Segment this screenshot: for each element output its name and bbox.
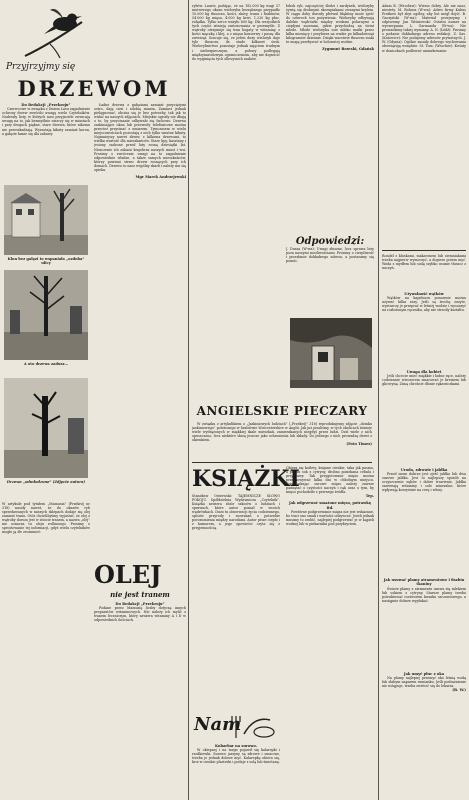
odpowiedzi-body: J. Dusza (W-wa): Uwagi słuszne, lecz sprawa leży poza naszymi możliwościami. Prosimy o cierpliwość i przesłanie dokładnego adresu, a postaramy się pomóc. (286, 247, 374, 264)
whale-article (192, 4, 280, 372)
pieczary-heading: ANGIELSKIE PIECZARY (196, 404, 368, 418)
drzewom-kicker: Do Redakcji „Przekroju” (21, 103, 71, 107)
drzewom-small-heading: Przyjrzyjmy się (6, 62, 76, 72)
drzewom-signature: Mgr Marek Andrzejewski (135, 174, 186, 179)
drzewom-body (94, 103, 186, 483)
ksiazki-signature: Tep. (365, 494, 374, 499)
olej-body2: Podane przez Mamusię liczby dotyczą innych preparatów witaminowych. Nie należy ich mylić z tranem leczniczym, który zawiera witaminy A i D w odpowiednich ilościach. (94, 606, 186, 623)
ksiazki-review (192, 494, 280, 706)
uzywalnosc-body: Wątków na kapeluszu ponownie można używać kilka razy. Jeśli są trochę zużyte, wystarczy je przeprać w letniej wodzie i wysuszyć na rozłożonym ręczniku, aby nie straciły kształtu. (382, 296, 466, 313)
oko-body: Na plamy najlepiej przemyć oko letnią wodą lub słabym naparem rumianku. Jeśli podrażnienie nie ustępuje, trzeba zwrócić się do lekarza. (382, 676, 466, 689)
ksiazki-heading: KSIĄŻKI (192, 466, 300, 492)
correspondence-answers (382, 4, 466, 248)
drzewom-intro: Czerwcowe w związku z Dniem Lasu zagadnienie ochrony drzew zwróciło uwagę wielu Czytelników. Nadeszły listy, w których nasi przyjaciele zwracają uwagę na to, jak bezmyślnie niszczy się w miastach i przy drogach piękne, stare drzewa, które nikomu nie przeszkadzają. Wyrastają kikuty zamiast koron, a gałęzie łamie się dla zabawy. (2, 107, 90, 136)
right-column-divider (378, 0, 379, 800)
uwaga-heading: Uwaga dla kobiet (406, 370, 442, 374)
ksiazki-col2: Obiera się kotlety, krajane cienkie, taka jak pasmo, a potem sok z cytryny, drobno posiekana cebula i przyprawy. Tak przygotowane mięso można przechowywać kilka dni w chłodnym miejscu. Przyrządzając surowe mięso należy zawsze pamiętać o czystości naczyń i rąk oraz o tym, by mięso pochodziło z pewnego źródła. (286, 466, 374, 495)
odpowiedzi-heading: Odpowiedzi: (295, 236, 365, 247)
rondel-body: Rondel z kluskami, makaronem lub ziemniakami trzeba najpierw wymoczyć, a dopiero potem myć. Woda z mydłem lub sodą szybko usunie tłuszcz z naczyń. (382, 254, 466, 271)
nam-heading: Nam (194, 714, 242, 735)
bird-branch-illustration (20, 4, 90, 64)
recipe-heading: Jak odgrzewać smażone mięso, potrawkę itd. (288, 501, 372, 510)
olej-letter-left (2, 502, 90, 798)
plamy-heading: Jak usuwać plamy atramentowe i fiszbin tkaniny (383, 578, 465, 587)
photo-stripped-maple (4, 185, 88, 255)
fish-article (286, 4, 374, 232)
section-rule (192, 462, 372, 463)
recipe-body: Powtórne podgrzewanie mięsa nie jest wskazane, bo traci ono smak i wartości odżywcze. Jeżeli jednak musimy to zrobić, najlepiej podgrzewać je w kąpieli wodnej lub w piekarniku pod przykryciem. (286, 509, 374, 527)
nam-body: W okiepnej i na targu pojawił się kalarepki i rzodkiewki. Surowe jarzyny są zdrowe i smaczne, trzeba je jednak dobrze myć. Kalarepkę obiera się, kroi w cienkie plasterki i podaje z solą lub śmietaną. (192, 748, 280, 765)
uroda-heading: Uroda, zdrowie i jabłka (400, 468, 448, 472)
plamy-body: Świeże plamy z atramentu usuwa się mlekiem lub sokiem z cytryny. Starsze plamy trzeba potraktować roztworem kwasku szczawiowego, a następnie dobrze wypłukać. (382, 586, 466, 603)
oko-signature: (B. W.) (452, 688, 466, 693)
whale-body: rybów. Laurie, podając, że na 182.000 kg wagi 37 mutrowego okazu wieloryba bezzębnego przypadło 10.000 kg tłuszczu, kości, skóry, tranu i fiszbinów, 54.000 kg mięsa, 4.000 kg krwi, 1.220 kg płuc, żołądka. Tylko serce ważyło 600 kg. Dla wszystkich tych części istnieją zastosowania w przemyśle. Z wątroby otrzymuje się tran bogaty w witaminy, z kości mączkę i klej, a z mięsa konserwy i paszę dla zwierząt. Szacuje się, że jeden duży wieloryb daje tyle tłuszczu, ile stado kilkuset świń. Wielorybnictwo pozostaje jednak zajęciem trudnym i niebezpiecznym, a połowy podlegają międzynarodowym ograniczeniom, aby nie dopuścić do wyginięcia tych olbrzymich ssaków. (192, 4, 280, 61)
olej-sub-heading: nie jest tranem (110, 590, 170, 599)
caption-suffocated-trees: A oto drzewa zadusz… (23, 362, 69, 366)
drzewom-big-heading: DRZEWOM (17, 76, 171, 101)
pieczary-article (192, 422, 372, 460)
uwaga-body: Jeśli chcecie mieć miękkie i ładne ręce, należy codziennie wieczorem smarować je kremem lub gliceryną. Zimą chrońcie dłonie rękawiczkami. (382, 374, 466, 387)
olej-kicker: Do Redakcji „Przekroju” (115, 602, 165, 606)
uzywalnosc-box (382, 292, 466, 366)
uzywalnosc-heading: Używalność wątków (404, 292, 444, 296)
oko-heading: Jak umyć płuc z oka (403, 672, 445, 676)
rondel-note (382, 254, 466, 288)
fish-body: łobok ryb, najczęściej śledzi i sardynek, wieloryby żywią się drobnymi skorupiakami zwanymi krylem. W ciągu doby dorosły płetwal błękitny może zjeść do czterech ton pożywienia. Wieloryby odbywają dalekie wędrówki między wodami polarnymi a ciepłymi morzami, gdzie przychodzą na świat młode. Młode wieloryba ssie mleko matki przez kilka miesięcy i przybiera na wadze po kilkadziesiąt kilogramów dziennie. Dzięki warstwie tłuszczu ssaki te mogą przebywać w lodowatej wodzie. (286, 4, 374, 45)
column-divider (188, 0, 189, 800)
pieczary-credit: (Foto Times) (346, 442, 372, 447)
uroda-box (382, 468, 466, 574)
odpowiedzi-box (286, 236, 374, 314)
pieczary-body: W związku z artykułikiem o „Jaskiniowych ludziach” („Przekrój” 318) reprodukujemy zdjęcie „domku jaskiniowego” położonego w hrabstwie Worcestershire w Anglii. Jak już pisaliśmy, w tych okolicach istnieje wiele wydrążonych w miękkiej skale mieszkań, zamieszkanych niegdyś przez ludzi. Dziś wiele z nich opuszczono, lecz niektóre służą jeszcze jako schronienia lub składy. Do jednego z nich prowadzą drzwi z okienkiem. (192, 422, 372, 443)
right-rule-1 (382, 250, 466, 251)
drzewom-letter (2, 103, 90, 136)
caption-rejuvenated-tree: Drzewo „odmłodzone” (Zdjęcie autora) (6, 480, 86, 484)
caption-stripped-maple: Klon bez gałęzi to wspaniała „ozdoba” ulicy (7, 257, 85, 266)
nam-article (192, 744, 280, 798)
olej-body: W artykule pod tytułem „Mamusia” (Przekrój nr 318) naszły nawet, że do okazów ryb sprzedawanych w naszych sklepach dodaje się olej zamiast tranu. Otóż chcielibyśmy wyjaśnić, że olej z wątroby dorsza jest w istocie tranem, a nazwa „olej” nie oznacza tu oleju roślinnego. Prosimy o sprostowanie tej informacji, gdyż wielu czytelników mogło ją źle zrozumieć. (2, 502, 90, 535)
oko-box (382, 672, 466, 798)
photo-cave-house (290, 318, 372, 388)
drzewom-body-text: Ładne drzewa z gałęziami zamiast przyciętymi ostro, dają cień i zdobią miasta. Zamiast jednak pielęgnować, obcina się je bez potrzeby, tak jak to widać na naszych zdjęciach. Miejskie ogrody nie dbają o to, by przycinanie odbywało się fachowo. Drzewa zasłaniające okna lub przewody telefoniczne można przecież przycinać z umiarem. Tymczasem w wielu miejscowościach pozostają z nich tylko smutne kikuty. Najmniejszy nawet skwer, z kilkoma drzewami, to wielka wartość dla mieszkańców. Stare lipy, kasztany i jesiony sadzone przed laty rosną dziesiątki lat. Niszczenie ich zubaża krajobraz naszych miast i wsi. Prosimy o zwrócenie uwagi na to zagadnienie odpowiednie władze, a także samych mieszkańców, którzy powinni strzec drzew rosnących przy ich domach. Drzewo to nasz wspólny skarb i należy mu się opieka. (94, 103, 186, 172)
photo-bare-tree-street (4, 270, 88, 360)
olej-letter-right (94, 602, 186, 798)
cooking-column (286, 466, 374, 798)
olej-big-heading: OLEJ (94, 560, 162, 589)
photo-rejuvenated-tree (4, 378, 88, 478)
nam-header (192, 710, 280, 742)
answers-body: Adam B. (Wrocław): Wiersz dobry. Ale nie nasz, niestety. M. Bohusz (W-wa): Adres firmy Kubus Prutkow był zbyt ogólny, aby list mógł dojść. B. Gaczyński (W-wa): Materiał przejrzymy i odpiszemy. Jan Wiśniewski: Ostatni numer na wyczerpaniu. L. Garmanda (W-wa): Nie prowadzimy takiej wymiany. A. N. (Łódź): Prosimy o podanie dokładnego adresu redakcji. Z. Sas. (Katowice): Nie podajemy adresów prywatnych. J. W. (Gdynia): Ogólne zasady dobrego wychowania obowiązują wszędzie. St. Tom. (Wrocław): Kwiaty w doniczkach podlewać umiarkowanie. (382, 4, 466, 53)
ksiazki-col1: Stanisław Ostrowski: TAJEMNICZE SŁOWO POKOJU. Spółdzielnia Wydawnicza „Czytelnik”. Książka zawiera zbiór szkiców o ludziach i sprawach, które autor poznał w swoich wędrówkach. Dużo tu obserwacji życia codziennego, opisów przyrody i rozważań o potrzebie porozumienia między narodami. Autor pisze ciepło i z humorem, a jego opowieści czyta się z przyjemnością. (192, 494, 280, 531)
nam-sub: Kobarbar na surowo. (215, 744, 257, 748)
fish-author: Zygmunt Brzeski, Gdańsk (322, 47, 374, 52)
uwaga-box (382, 370, 466, 464)
uroda-body: Przed snem dobrze jest zjeść jabłko lub dwa surowe jabłka. Jest to najlepszy sposób na oczyszczenie zębów i dobre trawienie. Jabłka zawierają witaminy i sole mineralne, które wpływają korzystnie na cerę i włosy. (382, 472, 466, 493)
plamy-box (382, 578, 466, 668)
